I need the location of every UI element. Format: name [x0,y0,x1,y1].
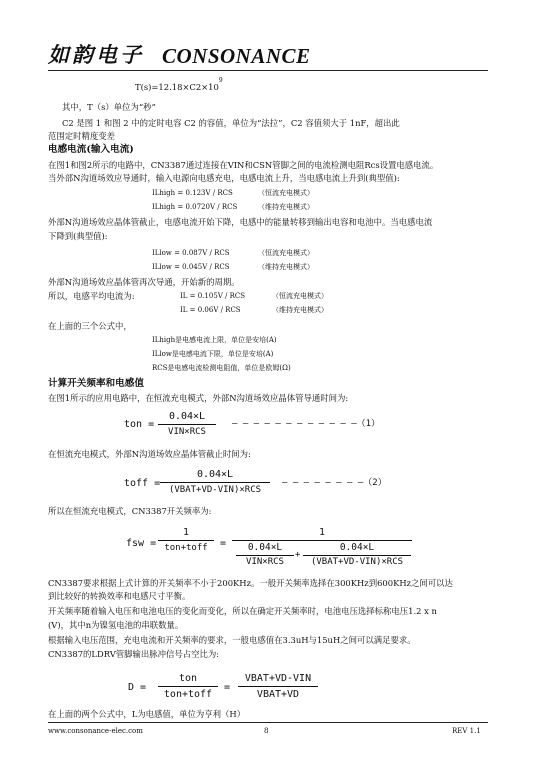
section-title-switching: 计算开关频率和电感值 [48,378,144,389]
eq4-denominator-2: VBAT+VD [256,689,300,700]
definition-rcs: RCS是电感电流检测电阻值，单位是欧姆(Ω) [152,364,291,372]
paragraph: 在恒流充电模式，外部N沟道场效应晶体管截止时间为: [48,449,251,459]
eq3-equals: = [220,538,227,549]
paragraph: 在上面的三个公式中， [48,321,132,331]
eq2-denominator: (VBAT+VD-VIN)×RCS [168,485,262,495]
paragraph: (V)，其中n为镍氢电池的串联数量。 [48,620,184,630]
paragraph: 外部N沟道场效应晶体管再次导通，开始新的周期。 [48,277,240,287]
formula-mode: （维持充电模式） [272,306,328,314]
eq3-term-a-num: 0.04×L [247,542,283,553]
footer-url[interactable]: www.consonance-elec.com [48,727,143,735]
eq3-numerator-2: 1 [318,527,326,538]
fraction-bar [158,686,218,687]
revision: REV 1.1 [452,727,481,735]
eq1-lhs: ton = [124,419,155,430]
eq3-term-b-num: 0.04×L [339,542,375,553]
paragraph: 根据输入电压范围，充电电流和开关频率的要求，一般电感值在3.3uH与15uH之间可以满足要求。 [48,635,416,645]
page-number: 8 [264,727,269,735]
fraction-bar [158,540,214,541]
fraction-bar [158,424,216,425]
brand-chinese: 如韵电子 [48,42,144,67]
paragraph: 在图1和图2所示的电路中，CN3387通过连接在VIN和CSN管脚之间的电流检测电阻Rcs设置电感电流。 [48,160,439,170]
formula-mode: （恒流充电模式） [272,292,328,300]
footer-rule [48,722,488,723]
eq4-equals: = [224,682,231,693]
eq3-numerator: 1 [182,527,190,538]
formula-illow-maint: ILlow = 0.045V / RCS [152,263,230,271]
eq1-tag: — — — — — — — — — — — —（1） [232,419,381,429]
eq4-numerator: ton [178,673,198,684]
definition-ilhigh: ILhigh是电感电流上限，单位是安培(A) [152,336,277,344]
timer-capacitor-note: C2 是图 1 和图 2 中的定时电容 C2 的容值，单位为“法拉”，C2 容值须大于 1nF，超出此 [62,118,400,128]
eq3-plus: + [295,550,301,560]
paragraph: 外部N沟道场效应晶体管截止，电感电流开始下降，电感中的能量转移到输出电容和电池中。当电感电流 [48,217,433,227]
paragraph: 在上面的两个公式中，L为电感值，单位为亨利（H） [48,709,246,719]
definition-illow: ILlow是电感电流下限，单位是安培(A) [152,350,274,358]
paragraph: CN3387的LDRV管脚输出脉冲信号占空比为: [48,649,220,659]
formula-ilhigh-cc: ILhigh = 0.123V / RCS [152,189,233,197]
eq4-denominator: ton+toff [163,689,213,700]
section-title-inductor-current: 电感电流(输入电流) [48,144,134,155]
fraction-bar [238,686,318,687]
formula-illow-cc: ILlow = 0.087V / RCS [152,249,230,257]
eq1-numerator: 0.04×L [168,411,206,422]
paragraph: 所以，电感平均电流为: [48,291,135,301]
eq3-term-a-den: VIN×RCS [246,557,284,567]
formula-mode: （维持充电模式） [258,263,314,271]
formula-mode: （恒流充电模式） [258,189,314,197]
formula-mode: （恒流充电模式） [258,249,314,257]
formula-il-cc: IL = 0.105V / RCS [180,292,246,300]
paragraph: 所以在恒流充电模式，CN3387开关频率为: [48,506,212,516]
eq3-lhs: fsw = [126,538,157,549]
eq2-lhs: toff = [124,478,161,489]
eq2-numerator: 0.04×L [196,469,234,480]
formula-ilhigh-maint: ILhigh = 0.0720V / RCS [152,203,238,211]
eq3-denominator: ton+toff [164,543,208,553]
paragraph: 到比较好的转换效率和电感尺寸平衡。 [48,591,191,601]
paragraph: 在图1所示的应用电路中，在恒流充电模式，外部N沟道场效应晶体管导通时间为: [48,393,349,403]
timer-capacitor-note-cont: 范围定时精度变差 [48,131,115,141]
eq1-denominator: VIN×RCS [168,427,206,437]
timer-unit-note: 其中，T（s）单位为“秒” [62,102,156,112]
eq4-lhs: D = [128,682,147,693]
fraction-bar [160,482,270,483]
paragraph: CN3387要求根据上式计算的开关频率不小于200KHz。一般开关频率选择在300KHz到600KHz之间可以达 [48,578,453,588]
paragraph: 开关频率随着输入电压和电池电压的变化而变化，所以在确定开关频率时，电池电压选择标称电压1.2 x n [48,606,437,616]
paragraph: 下降到(典型值): [48,231,108,241]
eq2-tag: — — — — — — — —（2） [282,478,387,488]
eq4-numerator-2: VBAT+VD-VIN [244,673,312,684]
header-rule [48,70,488,71]
brand-english: CONSONANCE [162,44,311,68]
timer-formula: $T(s)=12.18\times C2\times 10^9$ [135,77,223,92]
eq3-term-b-den: (VBAT+VD-VIN)×RCS [310,557,404,567]
paragraph: 当外部N沟道场效应导通时，输入电源向电感充电，电感电流上升，当电感电流上升到(典型值): [48,173,400,183]
formula-mode: （维持充电模式） [258,203,314,211]
formula-il-maint: IL = 0.06V / RCS [180,306,241,314]
